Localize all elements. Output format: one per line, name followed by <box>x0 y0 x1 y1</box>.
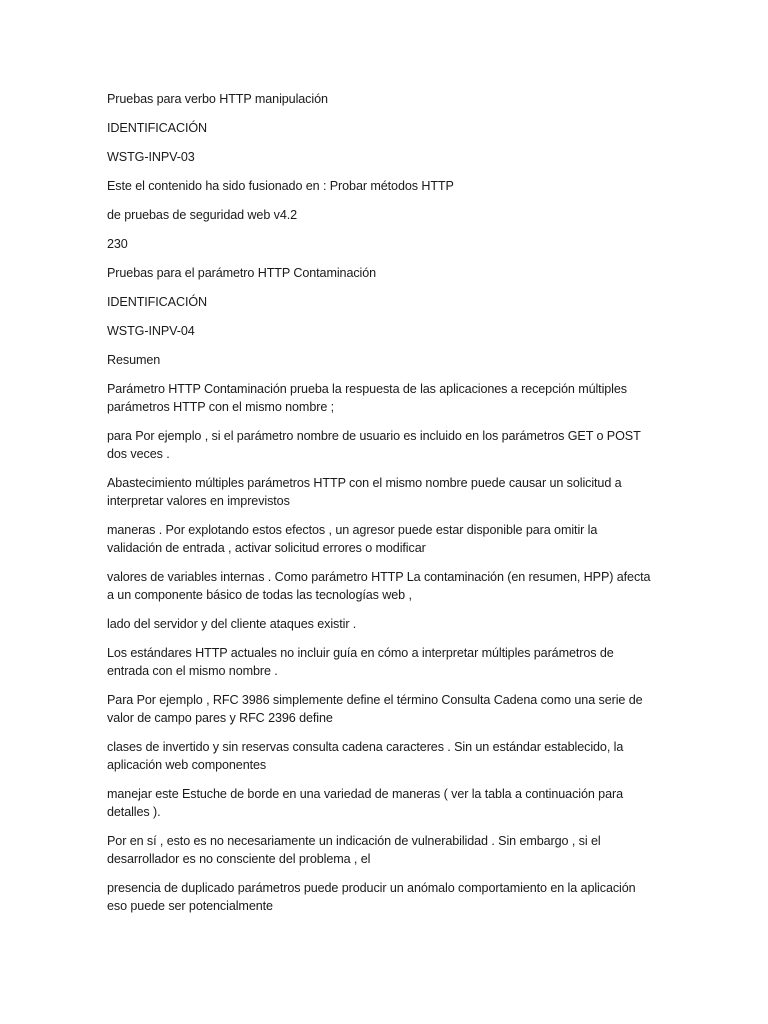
text-line: manejar este Estuche de borde en una variedad de maneras ( ver la tabla a continuación para <box>107 787 623 801</box>
document-body <box>107 90 662 926</box>
text-line: IDENTIFICACIÓN <box>107 295 208 309</box>
text-line: Pruebas para el parámetro HTTP Contaminación <box>107 266 377 280</box>
paragraph <box>107 474 662 510</box>
paragraph <box>107 879 662 915</box>
paragraph <box>107 738 662 774</box>
paragraph <box>107 568 662 604</box>
text-line: entrada con el mismo nombre . <box>107 664 278 678</box>
text-line: a un componente básico de todas las tecnologías web , <box>107 588 412 602</box>
paragraph <box>107 90 662 108</box>
text-line: valores de variables internas . Como parámetro HTTP La contaminación (en resumen, HPP) afecta <box>107 570 651 584</box>
text-line: Parámetro HTTP Contaminación prueba la respuesta de las aplicaciones a recepción múltiples <box>107 382 627 396</box>
text-line: desarrollador es no consciente del problema , el <box>107 852 371 866</box>
text-line: WSTG-INPV-04 <box>107 324 195 338</box>
text-line: maneras . Por explotando estos efectos , un agresor puede estar disponible para omitir la <box>107 523 598 537</box>
paragraph <box>107 264 662 282</box>
text-line: para Por ejemplo , si el parámetro nombre de usuario es incluido en los parámetros GET o POST <box>107 429 641 443</box>
paragraph <box>107 206 662 224</box>
paragraph <box>107 293 662 311</box>
text-line: Los estándares HTTP actuales no incluir guía en cómo a interpretar múltiples parámetros de <box>107 646 614 660</box>
text-line: Abastecimiento múltiples parámetros HTTP con el mismo nombre puede causar un solicitud a <box>107 476 622 490</box>
text-line: parámetros HTTP con el mismo nombre ; <box>107 400 335 414</box>
paragraph <box>107 521 662 557</box>
text-line: Pruebas para verbo HTTP manipulación <box>107 92 328 106</box>
text-line: IDENTIFICACIÓN <box>107 121 208 135</box>
paragraph <box>107 148 662 166</box>
paragraph <box>107 177 662 195</box>
text-line: WSTG-INPV-03 <box>107 150 195 164</box>
paragraph <box>107 235 662 253</box>
text-line: presencia de duplicado parámetros puede producir un anómalo comportamiento en la aplicación <box>107 881 636 895</box>
text-line: Este el contenido ha sido fusionado en : Probar métodos HTTP <box>107 179 454 193</box>
paragraph <box>107 691 662 727</box>
paragraph <box>107 785 662 821</box>
text-line: Por en sí , esto es no necesariamente un indicación de vulnerabilidad . Sin embargo , si el <box>107 834 601 848</box>
text-line: valor de campo pares y RFC 2396 define <box>107 711 333 725</box>
paragraph <box>107 644 662 680</box>
text-line: eso puede ser potencialmente <box>107 899 273 913</box>
text-line: dos veces . <box>107 447 170 461</box>
text-line: Resumen <box>107 353 161 367</box>
paragraph <box>107 322 662 340</box>
text-line: aplicación web componentes <box>107 758 267 772</box>
text-line: 230 <box>107 237 128 251</box>
text-line: de pruebas de seguridad web v4.2 <box>107 208 298 222</box>
paragraph <box>107 119 662 137</box>
paragraph <box>107 380 662 416</box>
text-line: Para Por ejemplo , RFC 3986 simplemente define el término Consulta Cadena como una serie de <box>107 693 643 707</box>
paragraph <box>107 832 662 868</box>
paragraph <box>107 615 662 633</box>
text-line: clases de invertido y sin reservas consulta cadena caracteres . Sin un estándar establecido, la <box>107 740 624 754</box>
text-line: validación de entrada , activar solicitud errores o modificar <box>107 541 426 555</box>
paragraph <box>107 351 662 369</box>
text-line: lado del servidor y del cliente ataques existir . <box>107 617 357 631</box>
text-line: interpretar valores en imprevistos <box>107 494 290 508</box>
text-line: detalles ). <box>107 805 161 819</box>
paragraph <box>107 427 662 463</box>
